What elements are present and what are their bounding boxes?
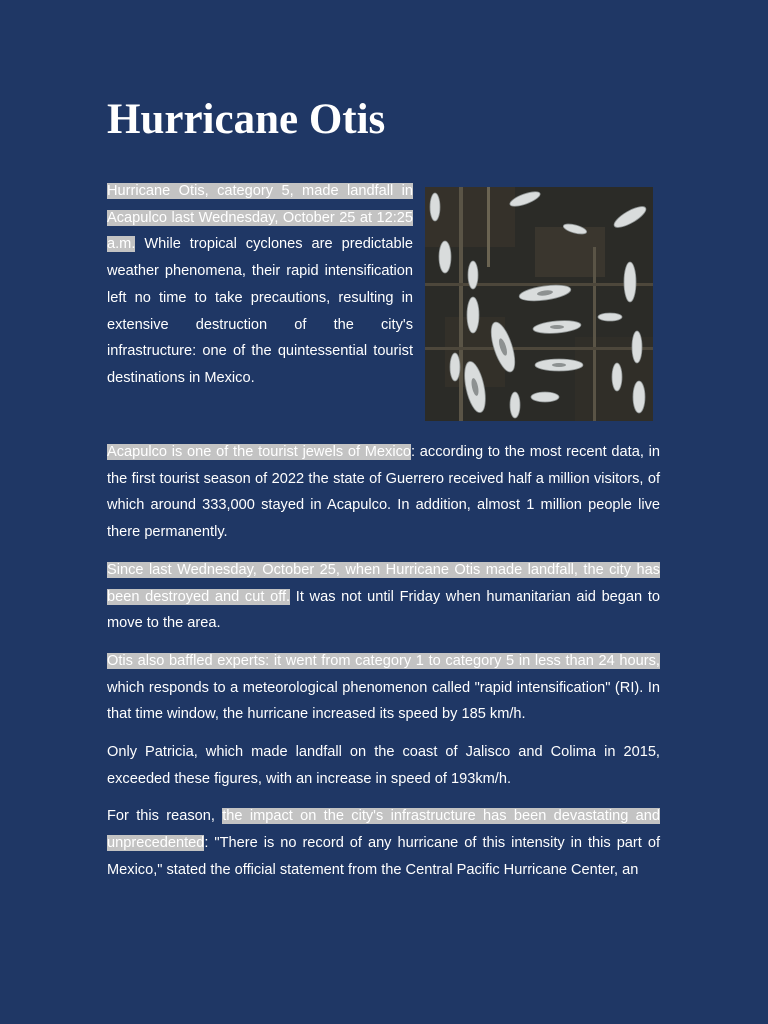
highlight-destroyed: Since last Wednesday, October 25, when Hurricane Otis made landfall, the city has been destroyed and cut off.	[107, 561, 660, 605]
text-impact: : "There is no record of any hurricane of this intensity in this part of Mexico," stated the official statement from the Central Pacific Hurricane Center, an	[107, 835, 660, 878]
photo-illustration	[425, 187, 653, 421]
text-destroyed: It was not until Friday when humanitarian aid began to move to the area.	[107, 588, 660, 632]
paragraph-acapulco	[107, 439, 660, 546]
text-acapulco: : according to the most recent data, in the first tourist season of 2022 the state of Guerrero received half a million visitors, of which around 333,000 stayed in Acapulco. In addition, almost 1 million people live there permanently.	[107, 444, 660, 541]
paragraph-destroyed	[107, 557, 660, 637]
text-impact-pre: For this reason,	[107, 808, 223, 825]
highlight-acapulco: Acapulco is one of the tourist jewels of Mexico	[107, 444, 412, 460]
paragraph-experts	[107, 648, 660, 728]
paragraph-patricia: Only Patricia, which made landfall on the coast of Jalisco and Colima in 2015, exceeded these figures, with an increase in speed of 193km/h.	[107, 744, 660, 787]
highlight-impact: the impact on the city's infrastructure has been devastating and unprecedented	[107, 808, 660, 852]
text-experts: which responds to a meteorological phenomenon called "rapid intensification" (RI). In that time window, the hurricane increased its speed by 185 km/h.	[107, 679, 660, 723]
text-intro: While tropical cyclones are predictable weather phenomena, their rapid intensification left no time to take precautions, resulting in extensive destruction of the city's infrastructure: one of the quintessential tourist destinations in Mexico.	[107, 236, 413, 386]
page-title: Hurricane Otis	[107, 96, 386, 143]
paragraph-intro	[107, 178, 413, 392]
aerial-photo-of-damaged-boats	[425, 187, 653, 421]
paragraph-impact	[107, 803, 660, 883]
highlight-experts: Otis also baffled experts: it went from category 1 to category 5 in less than 24 hours,	[107, 652, 660, 669]
article-body	[107, 439, 660, 895]
highlight-intro: Hurricane Otis, category 5, made landfall in Acapulco last Wednesday, October 25 at 12:25 a.m.	[107, 183, 413, 253]
